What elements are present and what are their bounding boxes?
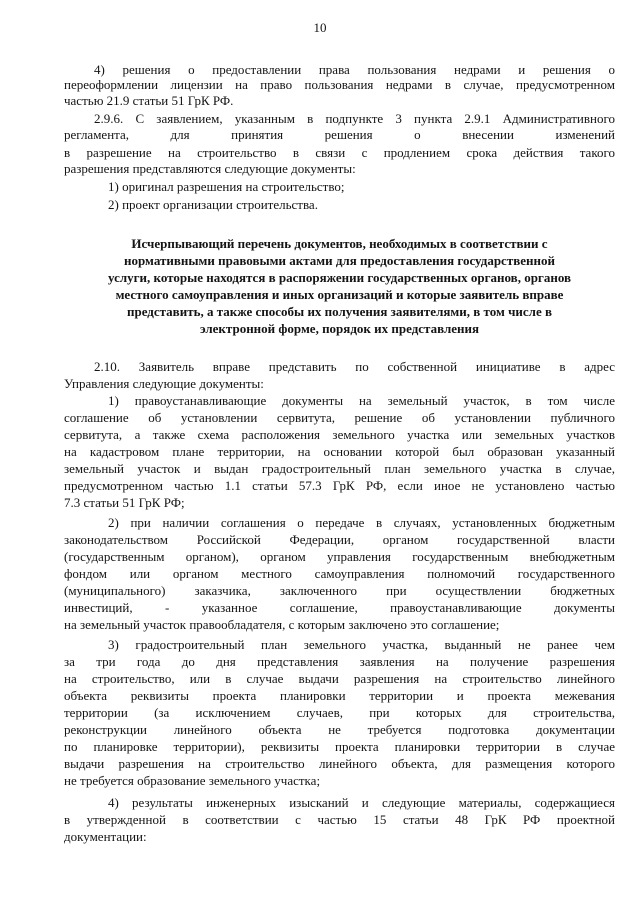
paragraph-4-line-1: 4) решения о предоставлении права пользования недрами и решения о bbox=[94, 62, 615, 77]
section-heading-line-5: представить, а также способы их получения заявителями, в том числе в bbox=[126, 304, 553, 319]
item-1-line-4: на кадастровом плане территории, на основании которой был образован указанный bbox=[64, 444, 615, 459]
item-2-line-4: фондом или органом местного самоуправления полномочий государственного bbox=[64, 566, 615, 581]
page-number: 10 bbox=[313, 20, 327, 35]
paragraph-4-line-2: переоформлении лицензии на право пользования недрами в случае, предусмотренном bbox=[64, 77, 615, 92]
item-3-line-7: по планировке территории), реквизиты проекта планировки территории в случае bbox=[64, 739, 615, 754]
item-1-line-6: предусмотренном частью 1.1 статьи 57.3 ГрК РФ, если иное не установлено частью bbox=[64, 478, 615, 493]
section-heading-line-6: электронной форме, порядок их представления bbox=[199, 321, 480, 336]
item-2-line-3: (государственным органом), органом управления государственным внебюджетным bbox=[64, 549, 615, 564]
item-3-line-2: за три года до дня представления заявления на получение разрешения bbox=[64, 654, 615, 669]
item-1-line-7: 7.3 статьи 51 ГрК РФ; bbox=[64, 495, 185, 510]
section-heading-line-4: местного самоуправления и иных организаций и которые заявитель вправе bbox=[115, 287, 564, 302]
paragraph-2-9-6-line-2: регламента, для принятия решения о внесении изменений bbox=[64, 127, 615, 142]
item-4-line-1: 4) результаты инженерных изысканий и следующие материалы, содержащиеся bbox=[108, 795, 615, 810]
paragraph-2-9-6-line-3: в разрешение на строительство в связи с продлением срока действия такого bbox=[64, 145, 615, 160]
item-3-line-6: реконструкции линейного объекта не требуется подготовка документации bbox=[64, 722, 615, 737]
paragraph-2-10-line-2: Управления следующие документы: bbox=[64, 376, 264, 391]
item-2-line-2: законодательством Российской Федерации, органом государственной власти bbox=[64, 532, 615, 547]
paragraph-2-9-6-line-1: 2.9.6. С заявлением, указанным в подпункте 3 пункта 2.9.1 Административного bbox=[94, 111, 615, 126]
section-heading-line-1: Исчерпывающий перечень документов, необходимых в соответствии с bbox=[131, 236, 548, 251]
item-3-line-9: не требуется образование земельного участка; bbox=[64, 773, 321, 788]
paragraph-4-line-3: частью 21.9 статьи 51 ГрК РФ. bbox=[64, 93, 234, 108]
item-2-line-1: 2) при наличии соглашения о передаче в случаях, установленных бюджетным bbox=[108, 515, 615, 530]
item-1-line-3: сервитута, а также схема расположения земельного участка или земельных участков bbox=[64, 427, 615, 442]
item-1-line-5: земельный участок и выдан градостроительный план земельного участка в случае, bbox=[64, 461, 615, 476]
item-4-line-3: документации: bbox=[64, 829, 147, 844]
paragraph-2-10-line-1: 2.10. Заявитель вправе представить по собственной инициативе в адрес bbox=[94, 359, 615, 374]
item-3-line-8: выдачи разрешения на строительство линейного объекта, для размещения которого bbox=[64, 756, 615, 771]
item-3-line-3: на строительство, или в случае выдачи разрешения на строительство линейного bbox=[64, 671, 615, 686]
item-3-line-4: объекта реквизиты проекта планировки территории и проекта межевания bbox=[64, 688, 615, 703]
item-3-line-1: 3) градостроительный план земельного участка, выданный не ранее чем bbox=[108, 637, 615, 652]
item-4-line-2: в утвержденной в соответствии с частью 15 статьи 48 ГрК РФ проектной bbox=[64, 812, 615, 827]
item-3-line-5: территории (за исключением случаев, при которых для строительства, bbox=[64, 705, 615, 720]
section-heading-line-2: нормативными правовыми актами для предоставления государственной bbox=[124, 253, 555, 268]
item-1-line-2: соглашение об установлении сервитута, решение об установлении публичного bbox=[64, 410, 615, 425]
section-heading-line-3: услуги, которые находятся в распоряжении государственных органов, органов bbox=[107, 270, 572, 285]
paragraph-2-9-6-line-4: разрешения представляются следующие документы: bbox=[64, 161, 356, 176]
item-1-line-1: 1) правоустанавливающие документы на земельный участок, в том числе bbox=[108, 393, 615, 408]
item-2-line-5: (муниципального) заказчика, заключенного при осуществлении бюджетных bbox=[64, 583, 615, 598]
paragraph-2-9-6-item-1: 1) оригинал разрешения на строительство; bbox=[108, 179, 345, 194]
paragraph-2-9-6-item-2: 2) проект организации строительства. bbox=[108, 197, 318, 212]
item-2-line-6: инвестиций, - указанное соглашение, правоустанавливающие документы bbox=[64, 600, 615, 615]
item-2-line-7: на земельный участок правообладателя, с которым заключено это соглашение; bbox=[64, 617, 500, 632]
